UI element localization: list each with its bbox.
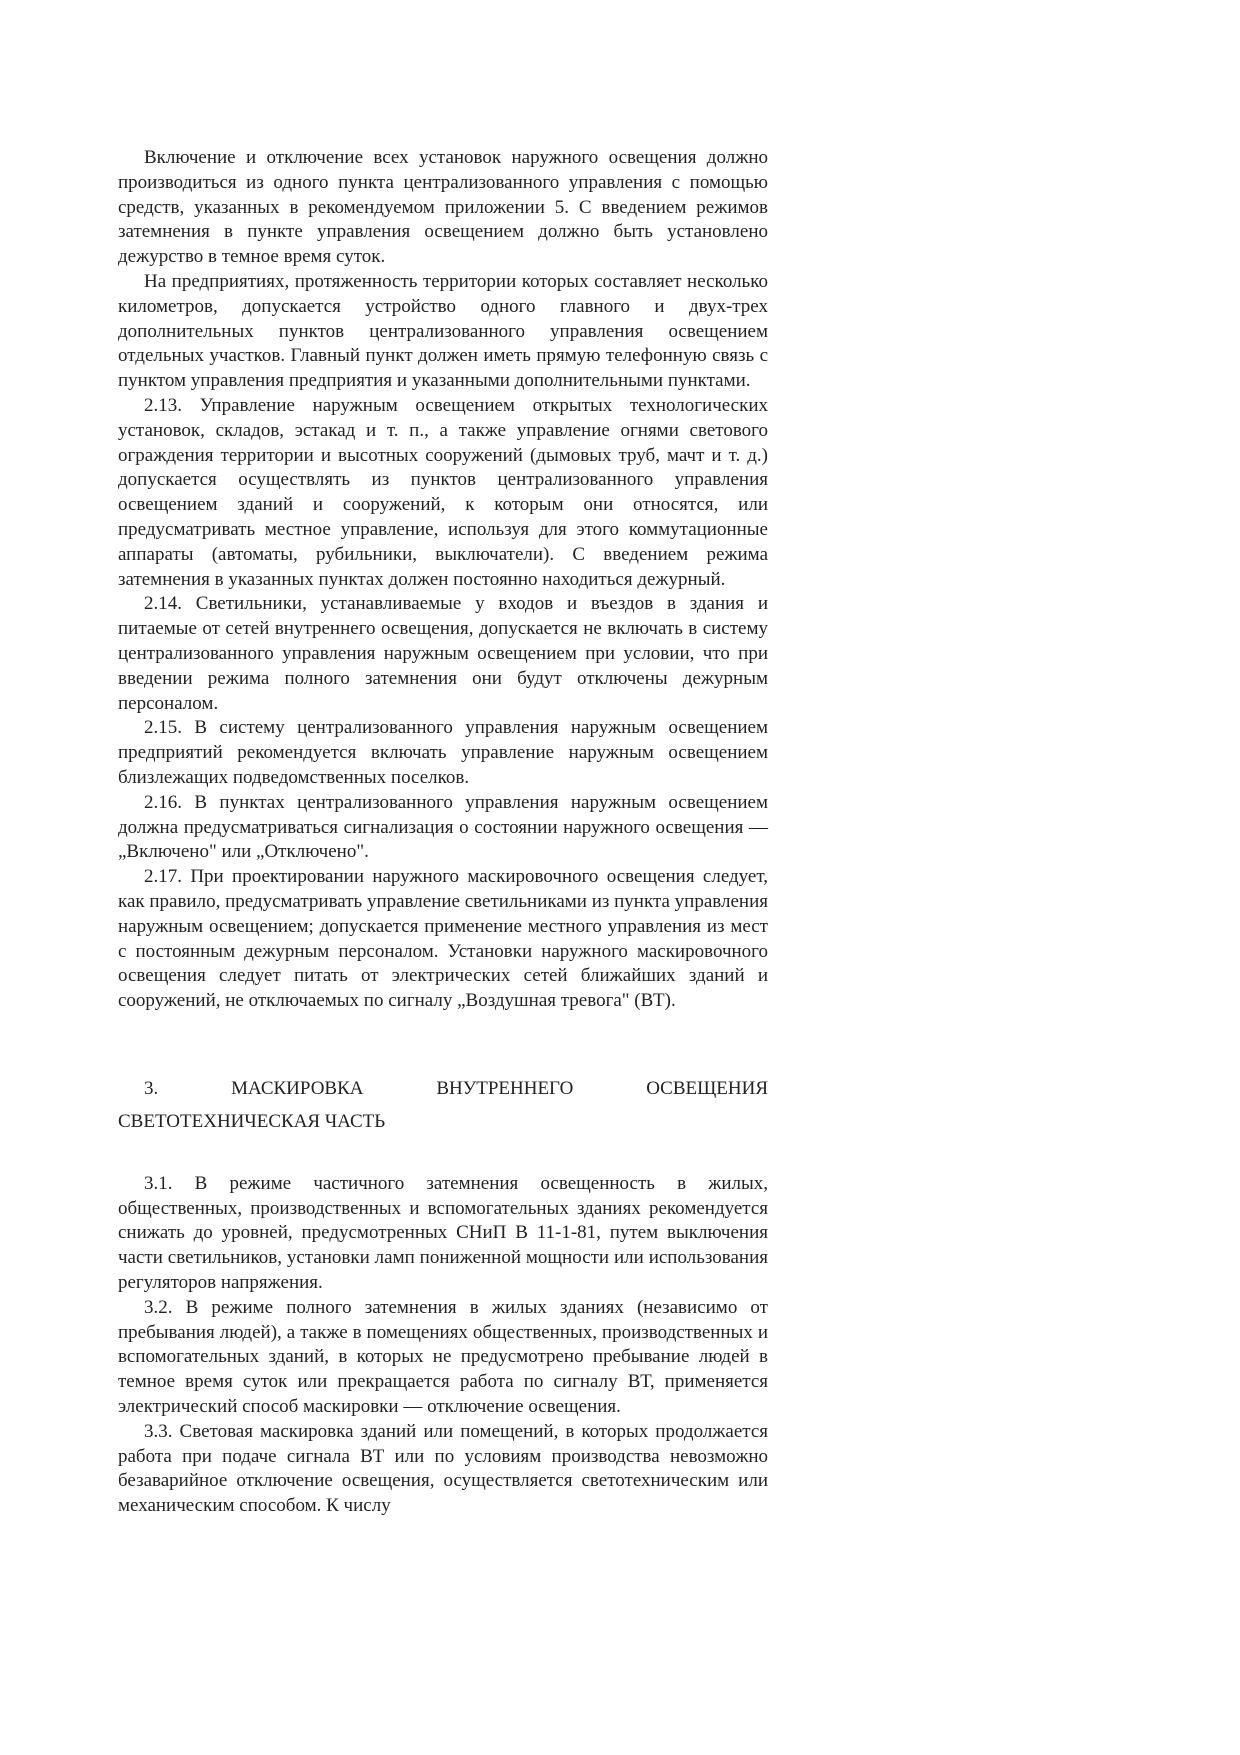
paragraph: Включение и отключение всех установок наружного освещения должно производиться из одного пункта централизованного управления с помощью средств, указанных в рекомендуемом приложении 5. С введением режимов затемнения в пункте управления освещением должно быть установлено дежурство в темное время суток. bbox=[118, 147, 768, 268]
document-page bbox=[118, 146, 768, 1519]
section-spacer bbox=[118, 1138, 768, 1172]
paragraph-3-2: 3.2. В режиме полного затемнения в жилых зданиях (независимо от пребывания людей), а также в помещениях общественных, производственных и вспомогательных зданий, в которых не предусмотрено пребывание людей в темное время суток или прекращается работа по сигналу ВТ, применяется электрический способ маскировки — отключение освещения. bbox=[118, 1296, 768, 1418]
paragraph-3-1: 3.1. В режиме частичного затемнения освещенность в жилых, общественных, производственных и вспомогательных зданиях рекомендуется снижать до уровней, предусмотренных СНиП В 11-1-81, путем выключения части светильников, установки ламп пониженной мощности или использования регуляторов напряжения. bbox=[118, 1172, 768, 1294]
paragraph: На предприятиях, протяженность территории которых составляет несколько километров, допускается устройство одного главного и двух-трех дополнительных пунктов централизованного управления освещением отдельных участков. Главный пункт должен иметь прямую телефонную связь с пунктом управления предприятия и указанными дополнительными пунктами. bbox=[118, 270, 768, 392]
paragraph-2-15: 2.15. В систему централизованного управления наружным освещением предприятий рекомендуется включать управление наружным освещением близлежащих подведомственных поселков. bbox=[118, 717, 768, 788]
paragraph-3-3: 3.3. Световая маскировка зданий или помещений, в которых продолжается работа при подаче сигнала ВТ или по условиям производства невозможно безаварийное отключение освещения, осуществляется светотехническим или механическим способом. К числу bbox=[118, 1420, 768, 1517]
paragraph-2-16: 2.16. В пунктах централизованного управления наружным освещением должна предусматриваться сигнализация о состоянии наружного освещения — „Включено" или „Отключено". bbox=[118, 791, 768, 863]
paragraph-2-14: 2.14. Светильники, устанавливаемые у входов и въездов в здания и питаемые от сетей внутреннего освещения, допускается не включать в систему централизованного управления наружным освещением при условии, что при введении режима полного затемнения они будут отключены дежурным персоналом. bbox=[118, 593, 768, 714]
paragraph-2-13: 2.13. Управление наружным освещением открытых технологических установок, складов, эстакад и т. п., а также управление огнями светового ограждения территории и высотных сооружений (дымовых труб, мачт и т. д.) допускается осуществлять из пунктов централизованного управления освещением зданий и сооружений, к которым они относятся, или предусматривать местное управление, используя для этого коммутационные аппараты (автоматы, рубильники, выключатели). С введением режима затемнения в указанных пунктах должен постоянно находиться дежурный. bbox=[118, 394, 768, 590]
section-heading: 3. МАСКИРОВКА ВНУТРЕННЕГО ОСВЕЩЕНИЯ СВЕТОТЕХНИЧЕСКАЯ ЧАСТЬ bbox=[118, 1077, 768, 1132]
paragraph-2-17: 2.17. При проектировании наружного маскировочного освещения следует, как правило, предусматривать управление светильниками из пункта управления наружным освещением; допускается применение местного управления из мест с постоянным дежурным персоналом. Установки наружного маскировочного освещения следует питать от электрических сетей ближайших зданий и сооружений, не отключаемых по сигналу „Воздушная тревога" (ВТ). bbox=[118, 866, 768, 1012]
